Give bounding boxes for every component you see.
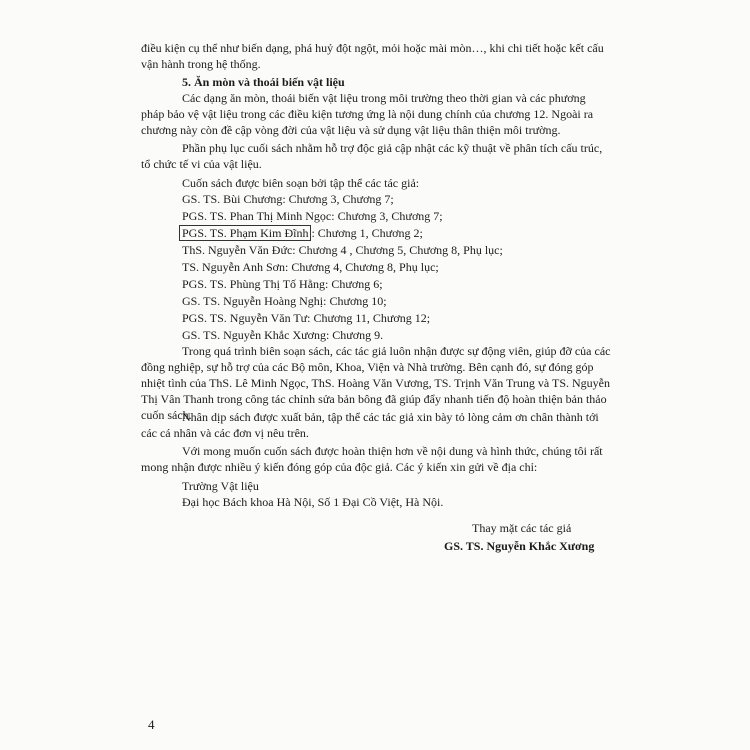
author-item: TS. Nguyễn Anh Sơn: Chương 4, Chương 8, Phụ lục; <box>182 260 439 274</box>
author-item: GS. TS. Nguyễn Khắc Xương: Chương 9. <box>182 328 384 342</box>
thanks-paragraph: Nhân dịp sách được xuất bản, tập thể các tác giả xin bày tỏ lòng cảm ơn chân thành tới các cá nhân và các đơn vị nêu trên. <box>141 410 599 440</box>
page-number: 4 <box>148 717 155 732</box>
signature-name: GS. TS. Nguyễn Khắc Xương <box>444 539 595 553</box>
address-line-1: Trường Vật liệu <box>182 479 259 493</box>
author-item: GS. TS. Nguyễn Hoàng Nghị: Chương 10; <box>182 294 387 308</box>
continuation-paragraph: điều kiện cụ thể như biến dạng, phá huỷ đột ngột, mỏi hoặc mài mòn…, khi chi tiết hoặc kết cấu vận hành trong hệ thống. <box>141 41 604 71</box>
address-line-2: Đại học Bách khoa Hà Nội, Số 1 Đại Cồ Việt, Hà Nội. <box>182 495 444 509</box>
author-item: PGS. TS. Phan Thị Minh Ngọc: Chương 3, Chương 7; <box>182 209 443 223</box>
author-chapters: : Chương 1, Chương 2; <box>311 226 423 240</box>
feedback-paragraph: Với mong muốn cuốn sách được hoàn thiện hơn về nội dung và hình thức, chúng tôi rất mong nhận được nhiều ý kiến đóng góp của độc giả. Các ý kiến xin gửi về địa chỉ: <box>141 444 603 474</box>
section-heading: 5. Ăn mòn và thoái biến vật liệu <box>182 75 345 89</box>
signature-label: Thay mặt các tác giả <box>472 521 572 535</box>
author-item: ThS. Nguyễn Văn Đức: Chương 4 , Chương 5, Chương 8, Phụ lục; <box>182 243 503 257</box>
author-item: GS. TS. Bùi Chương: Chương 3, Chương 7; <box>182 192 394 206</box>
author-item <box>182 225 423 241</box>
authors-intro: Cuốn sách được biên soạn bởi tập thể các tác giả: <box>182 176 420 190</box>
acknowledgement-paragraph: Trong quá trình biên soạn sách, các tác giả luôn nhận được sự động viên, giúp đỡ của các đồng nghiệp, sự hỗ trợ của các Bộ môn, Khoa, Viện và Nhà trường. Bên cạnh đó, sự đóng góp nhiệt tình của ThS. Lê Minh Ngọc, ThS. Hoàng Văn Vương, TS. Trịnh Văn Trung và TS. Nguyễn Thị Vân Thanh trong công tác chỉnh sửa bản bông đã giúp đẩy nhanh tiến độ hoàn thiện bản thảo cuốn sách. <box>141 344 611 422</box>
section-paragraph-2: Phần phụ lục cuối sách nhằm hỗ trợ độc giả cập nhật các kỹ thuật về phân tích cấu trúc, tổ chức tế vi của vật liệu. <box>141 141 603 171</box>
author-item: PGS. TS. Phùng Thị Tố Hằng: Chương 6; <box>182 277 383 291</box>
author-item: PGS. TS. Nguyễn Văn Tư: Chương 11, Chương 12; <box>182 311 431 325</box>
highlighted-author-name: PGS. TS. Phạm Kim Đĩnh <box>179 225 311 241</box>
section-paragraph-1: Các dạng ăn mòn, thoái biến vật liệu trong môi trường theo thời gian và các phương pháp bảo vệ vật liệu trong các điều kiện tương ứng là nội dung chính của chương 12. Ngoài ra chương này còn đề cập vòng đời của vật liệu và sử dụng vật liệu thân thiện môi trường. <box>141 91 594 137</box>
